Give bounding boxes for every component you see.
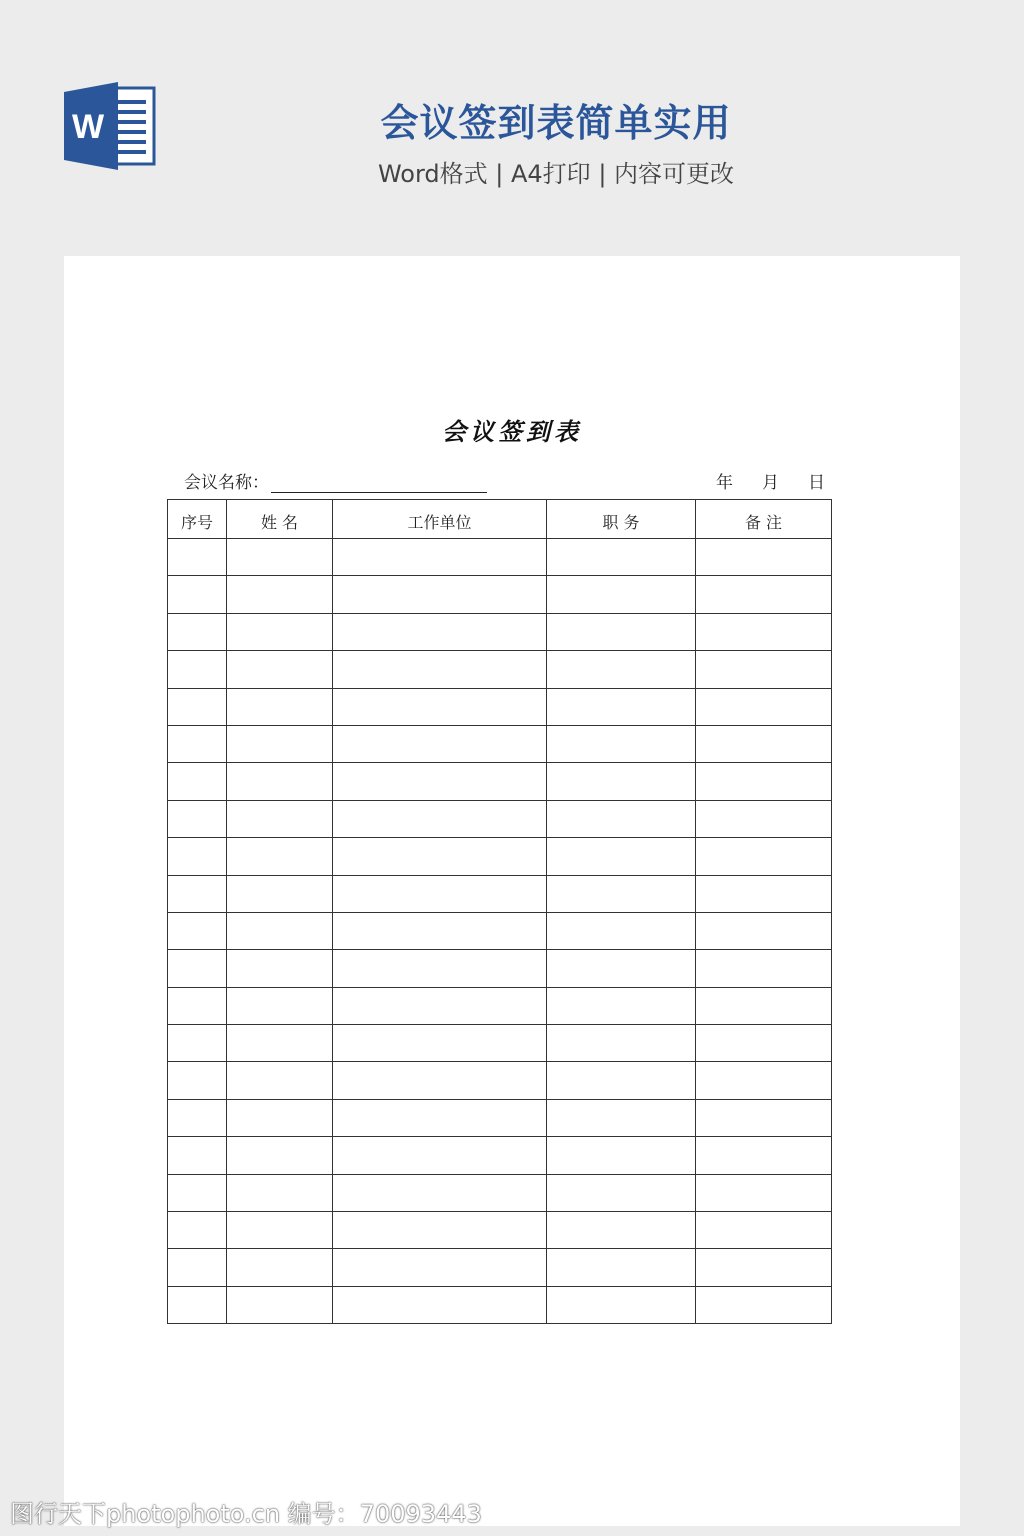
table-cell[interactable] — [333, 1137, 547, 1174]
table-cell[interactable] — [696, 613, 832, 650]
table-cell[interactable] — [333, 1025, 547, 1062]
table-cell[interactable] — [227, 875, 333, 912]
date-line — [716, 468, 825, 493]
table-cell[interactable] — [696, 987, 832, 1024]
table-cell[interactable] — [227, 1025, 333, 1062]
table-cell[interactable] — [227, 912, 333, 949]
table-row — [168, 800, 832, 837]
table-cell[interactable] — [696, 1249, 832, 1286]
table-cell[interactable] — [168, 613, 227, 650]
table-cell[interactable] — [547, 1286, 696, 1323]
table-cell[interactable] — [547, 539, 696, 576]
table-cell[interactable] — [696, 912, 832, 949]
table-cell[interactable] — [227, 1249, 333, 1286]
document-title: 会议签到表 — [442, 417, 582, 446]
table-cell[interactable] — [227, 1137, 333, 1174]
table-cell[interactable] — [227, 1174, 333, 1211]
table-cell[interactable] — [696, 725, 832, 762]
table-cell[interactable] — [168, 1212, 227, 1249]
table-cell[interactable] — [168, 539, 227, 576]
header-serial-number: 序号 — [168, 500, 227, 539]
table-row — [168, 1137, 832, 1174]
table-cell[interactable] — [168, 725, 227, 762]
table-row — [168, 1249, 832, 1286]
table-cell[interactable] — [168, 800, 227, 837]
table-row — [168, 1174, 832, 1211]
table-cell[interactable] — [547, 1249, 696, 1286]
header-work-unit: 工作单位 — [333, 500, 547, 539]
table-row — [168, 950, 832, 987]
watermark: 图行天下photophoto.cn 编号：70093443 — [10, 1500, 482, 1528]
table-cell[interactable] — [333, 950, 547, 987]
table-header-row — [168, 500, 832, 539]
word-doc-icon — [64, 82, 156, 170]
table-cell[interactable] — [547, 576, 696, 613]
table-cell[interactable] — [333, 688, 547, 725]
table-cell[interactable] — [547, 613, 696, 650]
table-cell[interactable] — [168, 1025, 227, 1062]
table-cell[interactable] — [168, 875, 227, 912]
table-cell[interactable] — [696, 1286, 832, 1323]
table-row — [168, 688, 832, 725]
table-cell[interactable] — [227, 1099, 333, 1136]
table-cell[interactable] — [696, 576, 832, 613]
table-cell[interactable] — [333, 725, 547, 762]
table-cell[interactable] — [333, 1286, 547, 1323]
table-cell[interactable] — [333, 838, 547, 875]
table-row — [168, 725, 832, 762]
table-cell[interactable] — [547, 1212, 696, 1249]
table-cell[interactable] — [696, 1174, 832, 1211]
table-cell[interactable] — [333, 800, 547, 837]
table-cell[interactable] — [696, 950, 832, 987]
table-row — [168, 1212, 832, 1249]
table-row — [168, 1286, 832, 1323]
table-row — [168, 838, 832, 875]
table-cell[interactable] — [696, 875, 832, 912]
table-cell[interactable] — [227, 800, 333, 837]
table-cell[interactable] — [168, 763, 227, 800]
table-row — [168, 763, 832, 800]
table-cell[interactable] — [333, 987, 547, 1024]
table-cell[interactable] — [168, 651, 227, 688]
table-cell[interactable] — [168, 1286, 227, 1323]
table-row — [168, 1062, 832, 1099]
table-cell[interactable] — [333, 651, 547, 688]
table-cell[interactable] — [547, 725, 696, 762]
table-cell[interactable] — [168, 1137, 227, 1174]
table-cell[interactable] — [168, 1099, 227, 1136]
table-cell[interactable] — [227, 1062, 333, 1099]
table-cell[interactable] — [333, 1212, 547, 1249]
sign-in-table — [167, 499, 832, 1324]
date-day-label: 日 — [808, 473, 825, 493]
table-cell[interactable] — [547, 1174, 696, 1211]
table-cell[interactable] — [547, 987, 696, 1024]
table-cell[interactable] — [696, 651, 832, 688]
table-cell[interactable] — [333, 1099, 547, 1136]
table-cell[interactable] — [168, 688, 227, 725]
table-row — [168, 912, 832, 949]
table-cell[interactable] — [168, 1249, 227, 1286]
table-cell[interactable] — [333, 576, 547, 613]
table-row — [168, 576, 832, 613]
table-cell[interactable] — [227, 539, 333, 576]
header-remarks: 备 注 — [696, 500, 832, 539]
table-cell[interactable] — [333, 875, 547, 912]
table-cell[interactable] — [547, 950, 696, 987]
table-cell[interactable] — [547, 912, 696, 949]
table-cell[interactable] — [168, 1062, 227, 1099]
table-cell[interactable] — [333, 912, 547, 949]
table-cell[interactable] — [227, 838, 333, 875]
table-cell[interactable] — [547, 800, 696, 837]
table-cell[interactable] — [696, 1025, 832, 1062]
table-cell[interactable] — [547, 688, 696, 725]
meeting-name-label: 会议名称： — [184, 473, 269, 493]
table-cell[interactable] — [547, 651, 696, 688]
table-cell[interactable] — [227, 763, 333, 800]
table-cell[interactable] — [696, 1099, 832, 1136]
table-cell[interactable] — [333, 613, 547, 650]
table-row — [168, 539, 832, 576]
table-row — [168, 987, 832, 1024]
table-cell[interactable] — [696, 838, 832, 875]
date-month-label: 月 — [762, 473, 779, 493]
table-cell[interactable] — [227, 613, 333, 650]
table-cell[interactable] — [168, 987, 227, 1024]
table-cell[interactable] — [547, 875, 696, 912]
table-cell[interactable] — [547, 1099, 696, 1136]
table-cell[interactable] — [696, 688, 832, 725]
table-cell[interactable] — [168, 912, 227, 949]
date-year-label: 年 — [716, 473, 733, 493]
table-cell[interactable] — [547, 838, 696, 875]
table-cell[interactable] — [696, 539, 832, 576]
table-cell[interactable] — [547, 1025, 696, 1062]
table-cell[interactable] — [547, 763, 696, 800]
table-cell[interactable] — [168, 950, 227, 987]
table-row — [168, 651, 832, 688]
table-cell[interactable] — [333, 1174, 547, 1211]
table-cell[interactable] — [547, 1137, 696, 1174]
word-icon-letter: W — [71, 108, 105, 146]
meeting-name-line — [184, 468, 487, 493]
table-cell[interactable] — [227, 688, 333, 725]
table-row — [168, 875, 832, 912]
table-cell[interactable] — [168, 576, 227, 613]
table-row — [168, 1099, 832, 1136]
table-cell[interactable] — [696, 1212, 832, 1249]
table-cell[interactable] — [168, 1174, 227, 1211]
table-cell[interactable] — [333, 1249, 547, 1286]
table-cell[interactable] — [696, 1062, 832, 1099]
table-cell[interactable] — [696, 800, 832, 837]
table-cell[interactable] — [227, 725, 333, 762]
table-cell[interactable] — [227, 950, 333, 987]
header-position: 职 务 — [547, 500, 696, 539]
document-page — [64, 256, 960, 1526]
meeting-name-blank[interactable] — [271, 474, 487, 493]
table-cell[interactable] — [168, 838, 227, 875]
table-cell[interactable] — [333, 539, 547, 576]
table-cell[interactable] — [333, 1062, 547, 1099]
table-row — [168, 613, 832, 650]
table-cell[interactable] — [333, 763, 547, 800]
table-cell[interactable] — [227, 576, 333, 613]
table-cell[interactable] — [227, 1286, 333, 1323]
table-row — [168, 1025, 832, 1062]
table-cell[interactable] — [696, 1137, 832, 1174]
table-body — [168, 539, 832, 1324]
table-cell[interactable] — [696, 763, 832, 800]
table-cell[interactable] — [547, 1062, 696, 1099]
page-title: 会议签到表简单实用 — [380, 101, 732, 145]
table-cell[interactable] — [227, 987, 333, 1024]
header-name: 姓 名 — [227, 500, 333, 539]
table-cell[interactable] — [227, 651, 333, 688]
page-subtitle: Word格式 | A4打印 | 内容可更改 — [377, 160, 735, 188]
table-cell[interactable] — [227, 1212, 333, 1249]
